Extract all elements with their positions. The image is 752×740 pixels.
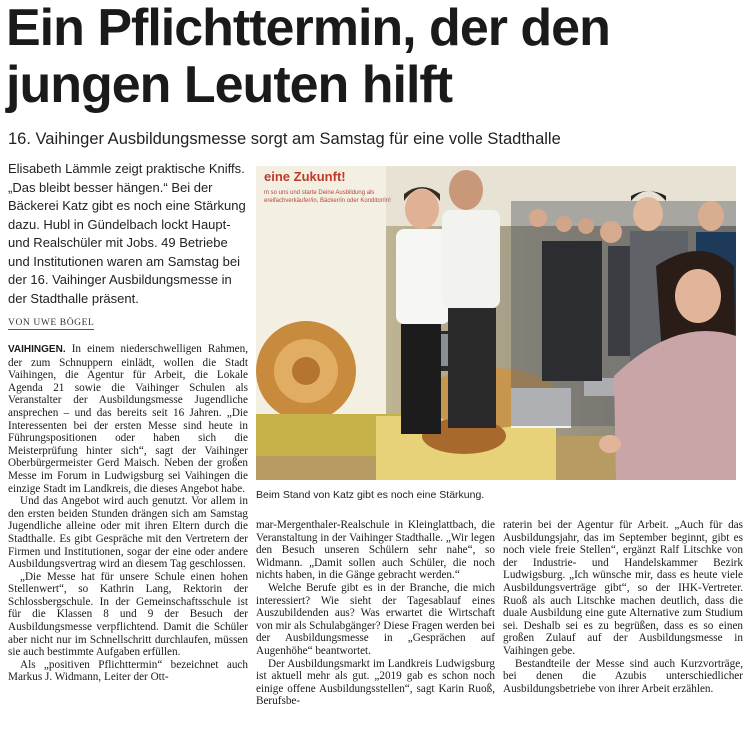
photo-caption: Beim Stand von Katz gibt es noch eine Stärkung. — [256, 489, 485, 501]
byline-author: VON UWE BÖGEL — [8, 318, 95, 328]
article-paragraph: Bestandteile der Messe sind auch Kurzvorträge, bei denen die Azubis unterschiedlicher Ausbildungsbetriebe von ihrer Arbeit erzählen. — [503, 657, 743, 695]
article-paragraph: mar-Mergenthaler-Realschule in Kleinglattbach, die Veranstaltung in der Vaihinger Stadthalle. „Wir legen den Besuch unseren Schülern sehr nahe“, so Widmann. „Damit sollen auch Schüler, die noch nichts haben, in die Gänge gebracht werden.“ — [256, 519, 495, 582]
article-paragraph — [8, 343, 248, 495]
poster-line: m so uns und starte Deine Ausbildung als — [264, 190, 375, 196]
photo-illustration — [256, 166, 736, 480]
article-paragraph: Welche Berufe gibt es in der Branche, die mich interessiert? Wie sieht der Tagesablauf eines Auszubildenden aus? Was erwartet die Wirtschaft von mir als Schulabgänger? Diese Fragen werden bei der Ausbildungsmesse in „Gesprächen auf Augenhöhe“ beantwortet. — [256, 581, 495, 657]
article-column-3 — [503, 519, 743, 695]
poster-heading: eine Zukunft! — [264, 169, 346, 184]
article-column-2 — [256, 519, 495, 708]
headline: Ein Pflichttermin, der den jungen Leuten hilft — [6, 0, 610, 114]
article-paragraph: Und das Angebot wird auch genutzt. Vor allem in den ersten beiden Stunden drängen sich am Samstag Jugendliche alleine oder mit ihren Eltern durch die Stadthalle. Es gibt Gespräche mit den Vertretern der Firmen und Institutionen, sogar der eine oder andere Ausbildungsvertrag wird an diesem Tag geschlossen. — [8, 495, 248, 571]
teaser-text: Elisabeth Lämmle zeigt praktische Kniffs. „Das bleibt besser hängen.“ Bei der Bäckerei Katz gibt es noch eine Stärkung dazu. Hubl in Gündelbach lockt Haupt- und Realschüler mit Jobs. 49 Betriebe und Institutionen waren am Samstag bei der 16. Vaihinger Ausbildungsmesse in der Stadthalle präsent. — [8, 161, 246, 306]
article-paragraph: Als „positiven Pflichttermin“ bezeichnet auch Markus J. Widmann, Leiter der Ott- — [8, 658, 248, 684]
article-paragraph: Der Ausbildungsmarkt im Landkreis Ludwigsburg ist aktuell mehr als gut. „2019 gab es schon noch einige offene Ausbildungsstellen“, sagt Karin Ruoß, Berufsbe- — [256, 657, 495, 708]
subheadline: 16. Vaihinger Ausbildungsmesse sorgt am Samstag für eine volle Stadthalle — [8, 130, 561, 148]
article-paragraph: „Die Messe hat für unsere Schule einen hohen Stellenwert“, so Kathrin Lang, Rektorin der Schlossbergschule. In der Gemeinschaftsschule ist für die Klassen 8 und 9 der Besuch der Ausbildungsmesse verpflichtend. Damit die Schüler aber nicht nur im Schnellschritt durchlaufen, müssen sie auch bestimmte Aufgaben erfüllen. — [8, 570, 248, 659]
article-photo — [256, 166, 736, 480]
dateline: VAIHINGEN. — [8, 344, 66, 355]
article-paragraph: raterin bei der Agentur für Arbeit. „Auch für das Ausbildungsjahr, das im September beginnt, gibt es noch viele freie Stellen“, ergänzt Ralf Litschke von der Industrie- und Handelskammer Bezirk Ludwigsburg. „Ich wünsche mir, dass es heute viele Ausbildungsverträge gibt“, so der IHK-Vertreter. Ruoß als auch Litschke machen deutlich, dass die duale Ausbildung eine gute Alternative zum Studium sei. Deshalb sei es zu begrüßen, dass es so einen großen Zulauf auf der Ausbildungsmesse in Vaihingen gebe. — [503, 519, 743, 657]
paragraph-text: In einem niederschwelligen Rahmen, der zum Schnuppern einlädt, wollen die Stadt Vaihingen, die Agentur für Arbeit, die Lokale Agenda 21 sowie die Vaihinger Schulen als Veranstalter der Ausbildungsmesse Jugendliche ansprechen – und das bereits seit 16 Jahren. „Die Interessenten bei der ersten Messe sind heute in Führungspositionen oder haben sich die Meisterprüfung hinter sich“, sagt der Vaihinger Oberbürgermeister Gerd Maisch. Neben der großen Messe im Forum in Ludwigsburg sei Vaihingen die einzige Stadt im Landkreis, die dieses Angebot habe. — [8, 343, 249, 495]
byline — [8, 318, 248, 328]
poster-line: ereifachverkäufer/in, Bäcker/in oder Konditor/in! — [264, 198, 391, 204]
article-column-1 — [8, 343, 248, 684]
